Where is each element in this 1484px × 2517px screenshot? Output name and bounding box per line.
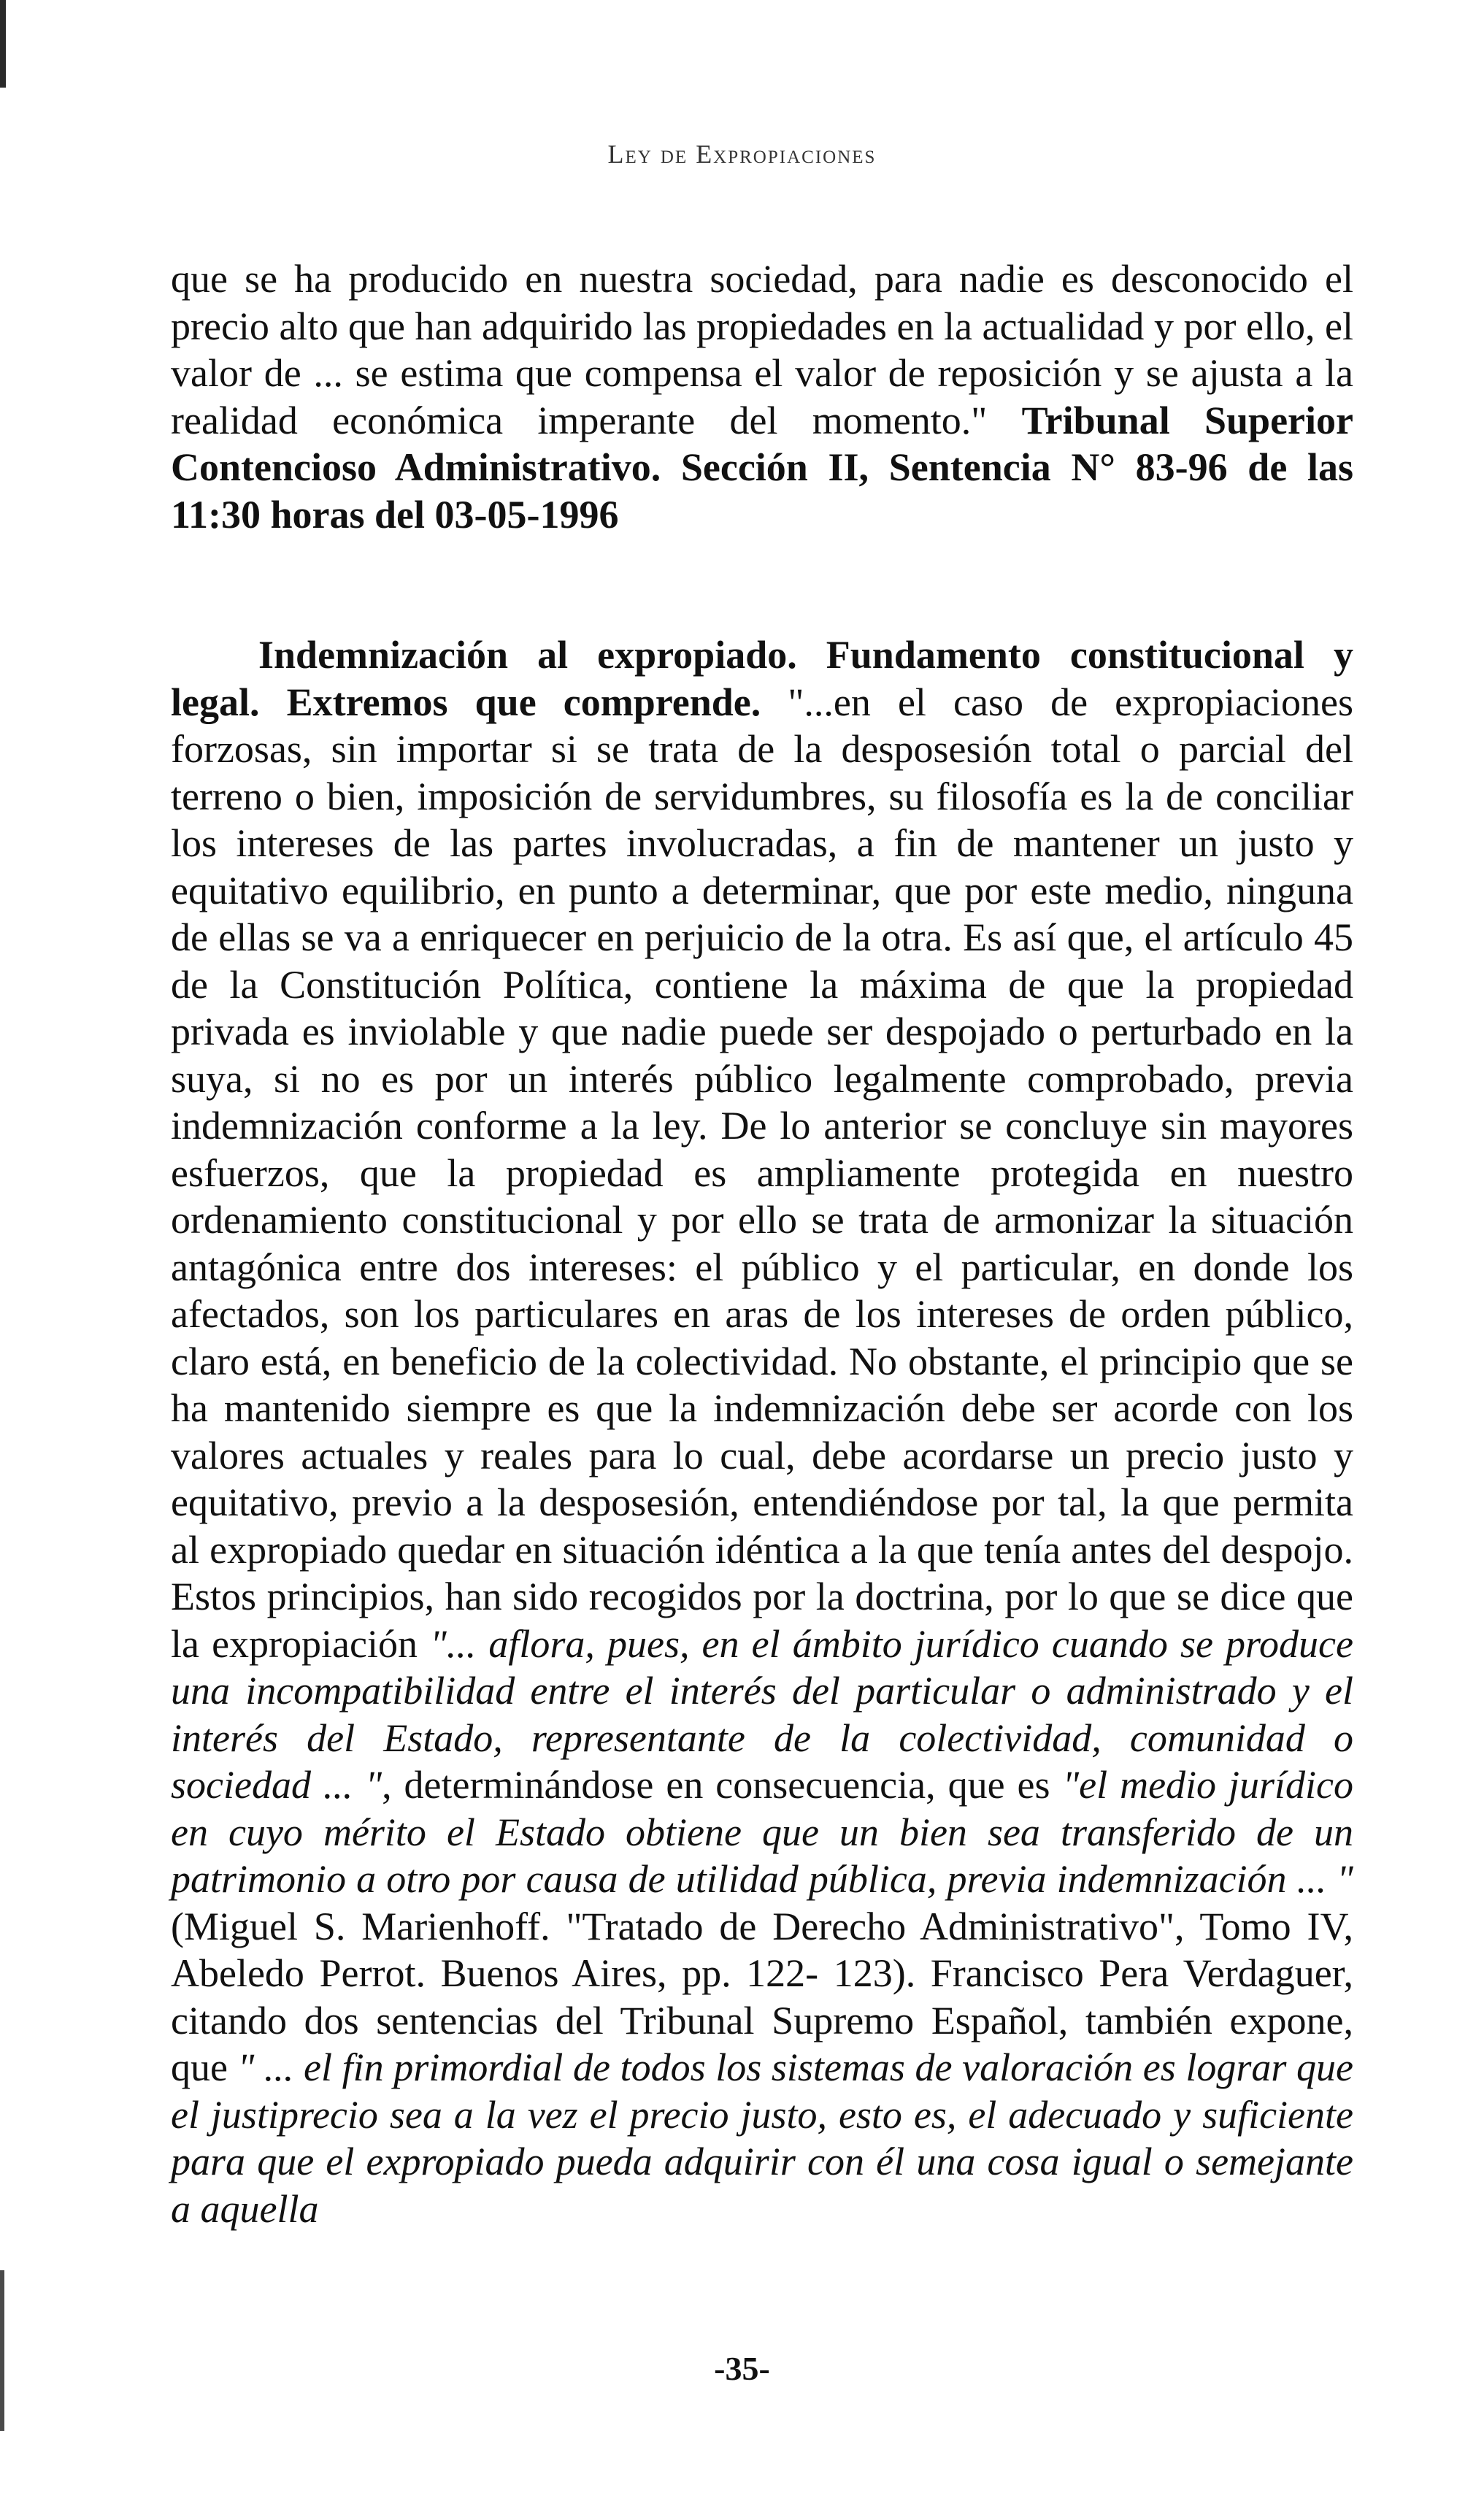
scan-edge-shadow-top: [0, 0, 6, 88]
section-heading: Indemnización al expropiado. Fundamento constitucional y legal. Extremos que comprende.: [171, 633, 1353, 724]
paragraph-2-text-2: , determinándose en consecuencia, que es: [382, 1763, 1050, 1807]
quote-marienhoff-2: "el medio jurídico en cuyo mérito el Estado obtiene que un bien sea transferido de un patrimonio a otro por causa de utilidad pública, previa indemnización ... ": [171, 1763, 1353, 1901]
court-citation: Tribunal Superior Contencioso Administrativo. Sección II, Sentencia N° 83-96 de las 11:30 horas del 03-05-1996: [171, 398, 1353, 537]
running-header: Ley de Expropiaciones: [607, 139, 877, 169]
paragraph-indemnizacion: [171, 631, 1353, 2232]
body-text: [171, 255, 1353, 2232]
quote-marienhoff-1: "... aflora, pues, en el ámbito jurídico cuando se produce una incompatibilidad entre el interés del particular o administrado y el interés del Estado, representante de la colectividad, comunidad o sociedad ... ": [171, 1621, 1353, 1807]
paragraph-2-text-1: "...en el caso de expropiaciones forzosas, sin importar si se trata de la desposesión total o parcial del terreno o bien, imposición de servidumbres, su filosofía es la de conciliar los intereses de las partes involucradas, a fin de mantener un justo y equitativo equilibrio, en punto a determinar, que por este medio, ninguna de ellas se va a enriquecer en perjuicio de la otra. Es así que, el artículo 45 de la Constitución Política, contiene la máxima de que la propiedad privada es inviolable y que nadie puede ser despojado o perturbado en la suya, si no es por un interés público legalmente comprobado, previa indemnización conforme a la ley. De lo anterior se concluye sin mayores esfuerzos, que la propiedad es ampliamente protegida en nuestro ordenamiento constitucional y por ello se trata de armonizar la situación antagónica entre dos intereses: el público y el particular, en donde los afectados, son los particulares en aras de los intereses de orden público, claro está, en beneficio de la colectividad. No obstante, el principio que se ha mantenido siempre es que la indemnización debe ser acorde con los valores actuales y reales para lo cual, debe acordarse un precio justo y equitativo, previo a la desposesión, entendiéndose por tal, la que permita al expropiado quedar en situación idéntica a la que tenía antes del despojo. Estos principios, han sido recogidos por la doctrina, por lo que se dice que la expropiación: [171, 680, 1354, 1666]
paragraph-2-text-3: (Miguel S. Marienhoff. "Tratado de Derecho Administrativo", Tomo IV, Abeledo Perrot. Buenos Aires, pp. 122- 123). Francisco Pera Verdaguer, citando dos sentencias del Tribunal Supremo Español, también expone, que: [171, 1904, 1353, 2089]
paragraph-1-text: que se ha producido en nuestra sociedad, para nadie es desconocido el precio alto que han adquirido las propiedades en la actualidad y por ello, el valor de ... se estima que compensa el valor de reposición y se ajusta a la realidad económica imperante del momento.": [171, 257, 1353, 442]
quote-pera-verdaguer: " ... el fin primordial de todos los sistemas de valoración es lograr que el justiprecio sea a la vez el precio justo, esto es, el adecuado y suficiente para que el expropiado pueda adquirir con él una cosa igual o semejante a aquella: [171, 2045, 1354, 2231]
paragraph-continued: [171, 255, 1353, 538]
page-number: -35-: [714, 2350, 770, 2387]
